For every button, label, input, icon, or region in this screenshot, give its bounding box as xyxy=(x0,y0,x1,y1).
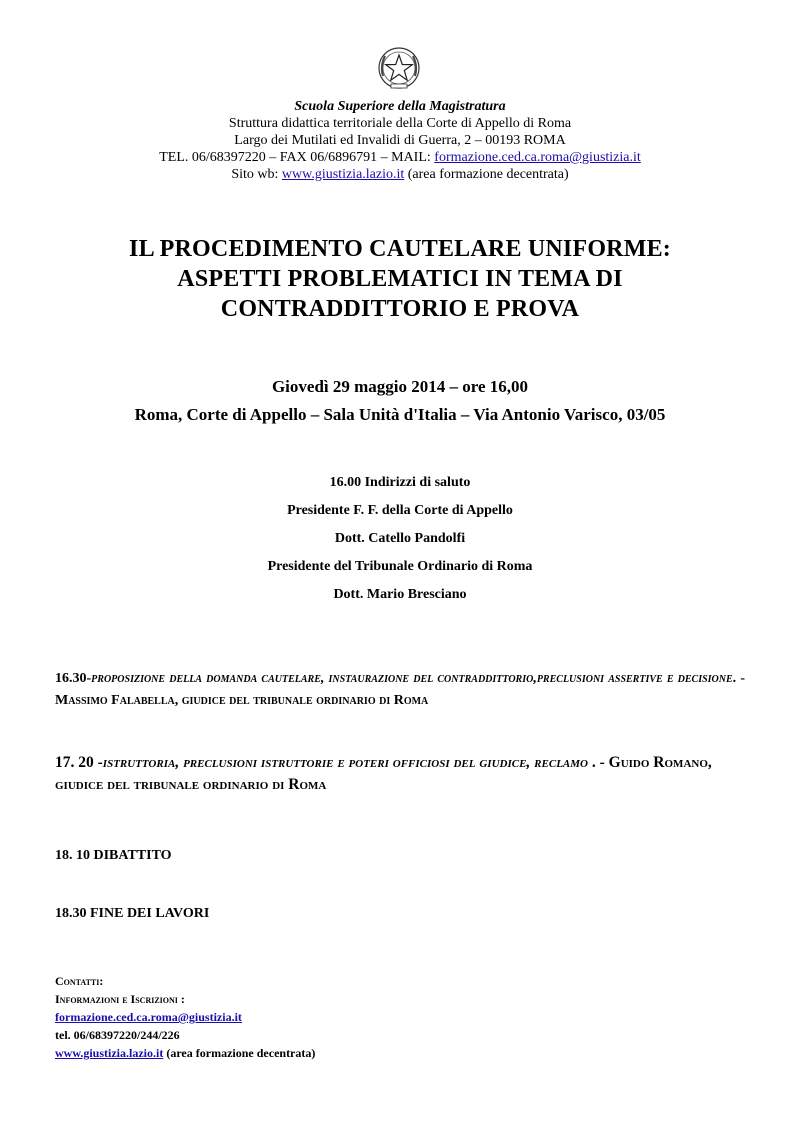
address-line: Largo dei Mutilati ed Invalidi di Guerra, 2 – 00193 ROMA xyxy=(234,133,566,148)
item-time: 17. 20 - xyxy=(55,754,103,771)
title-line-1: IL PROCEDIMENTO CAUTELARE UNIFORME: xyxy=(129,236,671,262)
republic-emblem-icon xyxy=(377,46,421,92)
program-item-2 xyxy=(55,752,745,796)
contacts-block xyxy=(55,972,315,1062)
item-time: 16.30- xyxy=(55,671,92,686)
site-line xyxy=(0,166,800,183)
item-topic: istruttoria, preclusioni istruttorie e poteri officiosi del giudice, reclamo xyxy=(102,754,588,771)
item-sep: . - xyxy=(587,754,609,771)
contacts-site-suffix: (area formazione decentrata) xyxy=(163,1046,316,1060)
item-speaker: Massimo Falabella, giudice del tribunale ordinario di Roma xyxy=(55,693,429,708)
program-item-1 xyxy=(55,668,745,712)
document-title xyxy=(0,234,800,324)
contacts-email-link[interactable]: formazione.ced.ca.roma@giustizia.it xyxy=(55,1010,242,1024)
contact-prefix: TEL. 06/68397220 – FAX 06/6896791 – MAIL: xyxy=(159,150,435,165)
title-line-3: CONTRADDITTORIO E PROVA xyxy=(220,296,580,322)
program-item-3: 18. 10 DIBATTITO xyxy=(55,848,172,863)
contacts-tel: tel. 06/68397220/244/226 xyxy=(55,1028,180,1042)
greeting-line: Dott. Catello Pandolfi xyxy=(334,531,466,546)
greeting-line: Dott. Mario Bresciano xyxy=(333,587,467,602)
header-email-link[interactable]: formazione.ced.ca.roma@giustizia.it xyxy=(434,150,641,165)
school-name: Scuola Superiore della Magistratura xyxy=(294,99,506,114)
greeting-line: Presidente F. F. della Corte di Appello xyxy=(287,503,513,518)
contact-line xyxy=(0,149,800,166)
item-sep: . - xyxy=(732,671,745,686)
greeting-line: Presidente del Tribunale Ordinario di Roma xyxy=(267,559,533,574)
greeting-line: 16.00 Indirizzi di saluto xyxy=(329,475,471,490)
site-prefix: Sito wb: xyxy=(231,167,282,182)
event-place: Roma, Corte di Appello – Sala Unità d'Italia – Via Antonio Varisco, 03/05 xyxy=(134,405,666,424)
item-speaker: Guido Romano, giudice del tribunale ordinario di Roma xyxy=(55,754,712,793)
structure-line: Struttura didattica territoriale della Corte di Appello di Roma xyxy=(228,116,572,131)
item-topic: proposizione della domanda cautelare, instaurazione del contraddittorio,preclusioni assertive e decisione xyxy=(91,671,733,686)
contacts-info: Informazioni e Iscrizioni : xyxy=(55,992,185,1006)
title-line-2: ASPETTI PROBLEMATICI IN TEMA DI xyxy=(177,266,623,292)
contacts-heading: Contatti: xyxy=(55,974,104,988)
site-suffix: (area formazione decentrata) xyxy=(404,167,569,182)
event-date: Giovedì 29 maggio 2014 – ore 16,00 xyxy=(271,377,529,396)
header-site-link[interactable]: www.giustizia.lazio.it xyxy=(281,167,405,182)
greetings-block xyxy=(0,469,800,609)
program-item-4: 18.30 FINE DEI LAVORI xyxy=(55,906,210,921)
event-info xyxy=(0,373,800,429)
header-block xyxy=(0,98,800,183)
contacts-site-link[interactable]: www.giustizia.lazio.it xyxy=(55,1046,164,1060)
contacts-site-line xyxy=(55,1044,315,1062)
